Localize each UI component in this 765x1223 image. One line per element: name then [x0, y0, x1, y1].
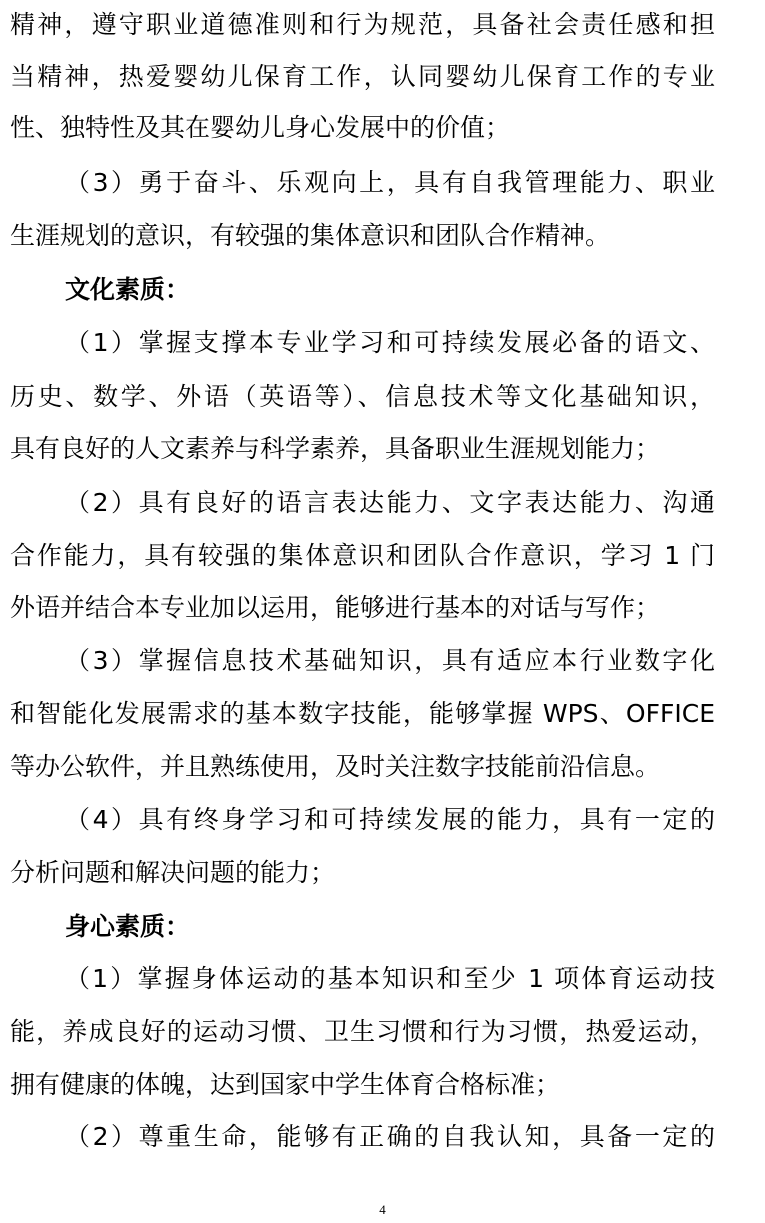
text-line: 分析问题和解决问题的能力；	[10, 858, 336, 887]
text-line: 历史、数学、外语（英语等）、信息技术等文化基础知识，	[10, 382, 715, 411]
text-line: 等办公软件，并且熟练使用，及时关注数字技能前沿信息。	[10, 752, 661, 781]
text-line: 拥有健康的体魄，达到国家中学生体育合格标准；	[10, 1070, 561, 1099]
text-line: （2）具有良好的语言表达能力、文字表达能力、沟通	[65, 488, 715, 517]
text-line: 性、独特性及其在婴幼儿身心发展中的价值；	[10, 113, 511, 142]
page-number: 4	[379, 1202, 386, 1217]
text-line: 能，养成良好的运动习惯、卫生习惯和行为习惯，热爱运动，	[10, 1017, 715, 1046]
text-line: （3）掌握信息技术基础知识，具有适应本行业数字化	[65, 646, 715, 675]
text-line: 生涯规划的意识，有较强的集体意识和团队合作精神。	[10, 221, 611, 250]
text-line: 和智能化发展需求的基本数字技能，能够掌握 WPS、OFFICE	[10, 699, 715, 728]
text-line: 合作能力，具有较强的集体意识和团队合作意识，学习 1 门	[10, 541, 715, 570]
text-line: （1）掌握身体运动的基本知识和至少 1 项体育运动技	[65, 964, 715, 993]
section-heading: 文化素质：	[65, 275, 191, 304]
section-heading: 身心素质：	[65, 912, 191, 941]
text-line: 具有良好的人文素养与科学素养，具备职业生涯规划能力；	[10, 434, 661, 463]
text-line: （2）尊重生命，能够有正确的自我认知，具备一定的	[65, 1122, 715, 1151]
text-line: （3）勇于奋斗、乐观向上，具有自我管理能力、职业	[65, 168, 715, 197]
text-line: 当精神，热爱婴幼儿保育工作，认同婴幼儿保育工作的专业	[10, 62, 715, 91]
text-line: （4）具有终身学习和可持续发展的能力，具有一定的	[65, 805, 715, 834]
text-line: 精神，遵守职业道德准则和行为规范，具备社会责任感和担	[10, 10, 715, 39]
text-line: 外语并结合本专业加以运用，能够进行基本的对话与写作；	[10, 593, 661, 622]
text-line: （1）掌握支撑本专业学习和可持续发展必备的语文、	[65, 328, 715, 357]
